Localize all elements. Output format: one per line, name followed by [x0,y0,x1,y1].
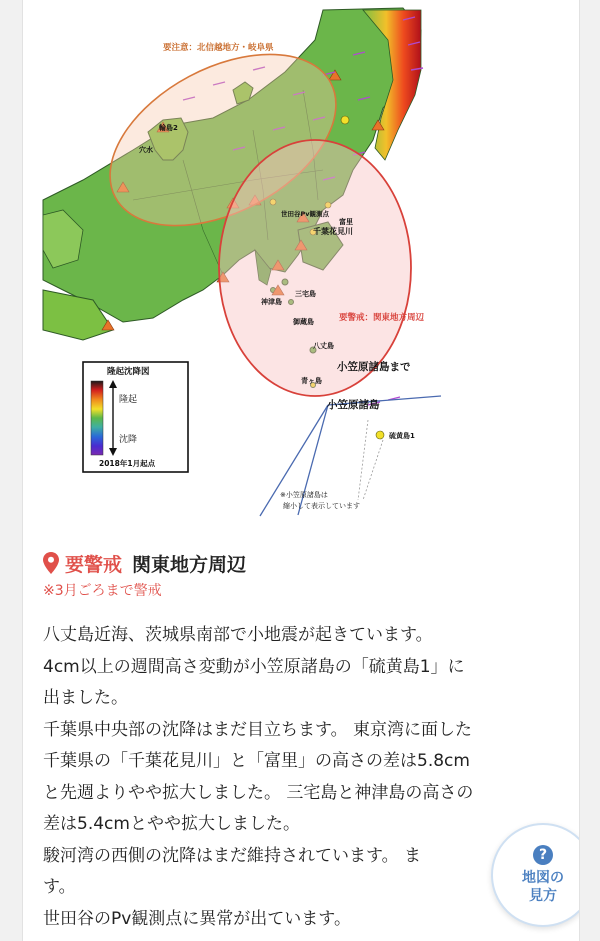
text-line: 千葉県の「千葉花見川」と「富里」の高さの差は5.8cm [43,751,470,771]
legend-title: 隆起沈降図 [107,367,150,377]
location-pin-icon [43,552,59,574]
chibahanamigawa-label: 千葉花見川 [313,227,353,236]
alert-area: 関東地方周辺 [132,553,247,576]
tomisato-label: 富里 [339,218,353,226]
content-card [22,0,580,941]
map-svg [23,0,579,530]
setagaya-label: 世田谷Pv観測点 [281,210,330,218]
text-line: と先週よりやや拡大しました。 三宅島と神津島の高さの [43,782,474,803]
aogashima-label: 青ヶ島 [301,377,322,385]
warning-zone-ellipse [219,140,411,396]
caution-zone-label: 要注意：北信越地方・岐阜県 [163,43,274,53]
analysis-text [43,620,563,935]
question-icon: ? [533,845,553,865]
map-guide-label-line2: 見方 [529,888,557,904]
mikurajima-label: 御蔵島 [293,318,314,326]
alert-period-note: ※3月ごろまで警戒 [43,583,162,599]
legend-footer: 2018年1月起点 [99,459,156,468]
legend-up-label: 隆起 [119,395,138,405]
ogasawara-to-label: 小笠原諸島まで [337,361,411,373]
text-line: 4cm以上の週間高さ変動が小笠原諸島の「硫黄島1」に [43,656,465,677]
iwoto-label: 硫黄島1 [389,432,415,440]
inset-note-line1: ※小笠原諸島は [280,491,328,499]
legend-color-scale [91,381,103,455]
anamizu-label: 穴水 [139,146,153,154]
text-line: 千葉県中央部の沈降はまだ目立ちます。 東京湾に面した [43,719,473,740]
uplift-subsidence-map[interactable] [23,0,579,530]
kozushima-label: 神津島 [261,298,282,306]
wajima-label: 輪島2 [159,124,178,132]
map-guide-label-line1: 地図の [522,870,564,886]
text-line: 出ました。 [43,688,128,708]
text-line: 駿河湾の西側の沈降はまだ維持されています。 ま [43,845,422,866]
legend-down-label: 沈降 [119,435,138,445]
text-line: 世田谷のPv観測点に異常が出ています。 [43,908,351,929]
text-line: 八丈島近海、茨城県南部で小地震が起きています。 [43,625,433,645]
map-legend [83,362,188,472]
miyakejima-label: 三宅島 [295,290,316,298]
inset-note-line2: 縮小して表示しています [283,502,360,510]
alert-heading [43,548,246,578]
ogasawara-label: 小笠原諸島 [327,399,380,411]
hachijojima-label: 八丈島 [313,342,334,350]
text-line: 差は5.4cmとやや拡大しました。 [43,814,300,834]
text-line: す。 [43,877,76,897]
alert-level: 要警戒 [65,553,123,576]
warning-zone-label: 要警戒：関東地方周辺 [339,313,425,323]
